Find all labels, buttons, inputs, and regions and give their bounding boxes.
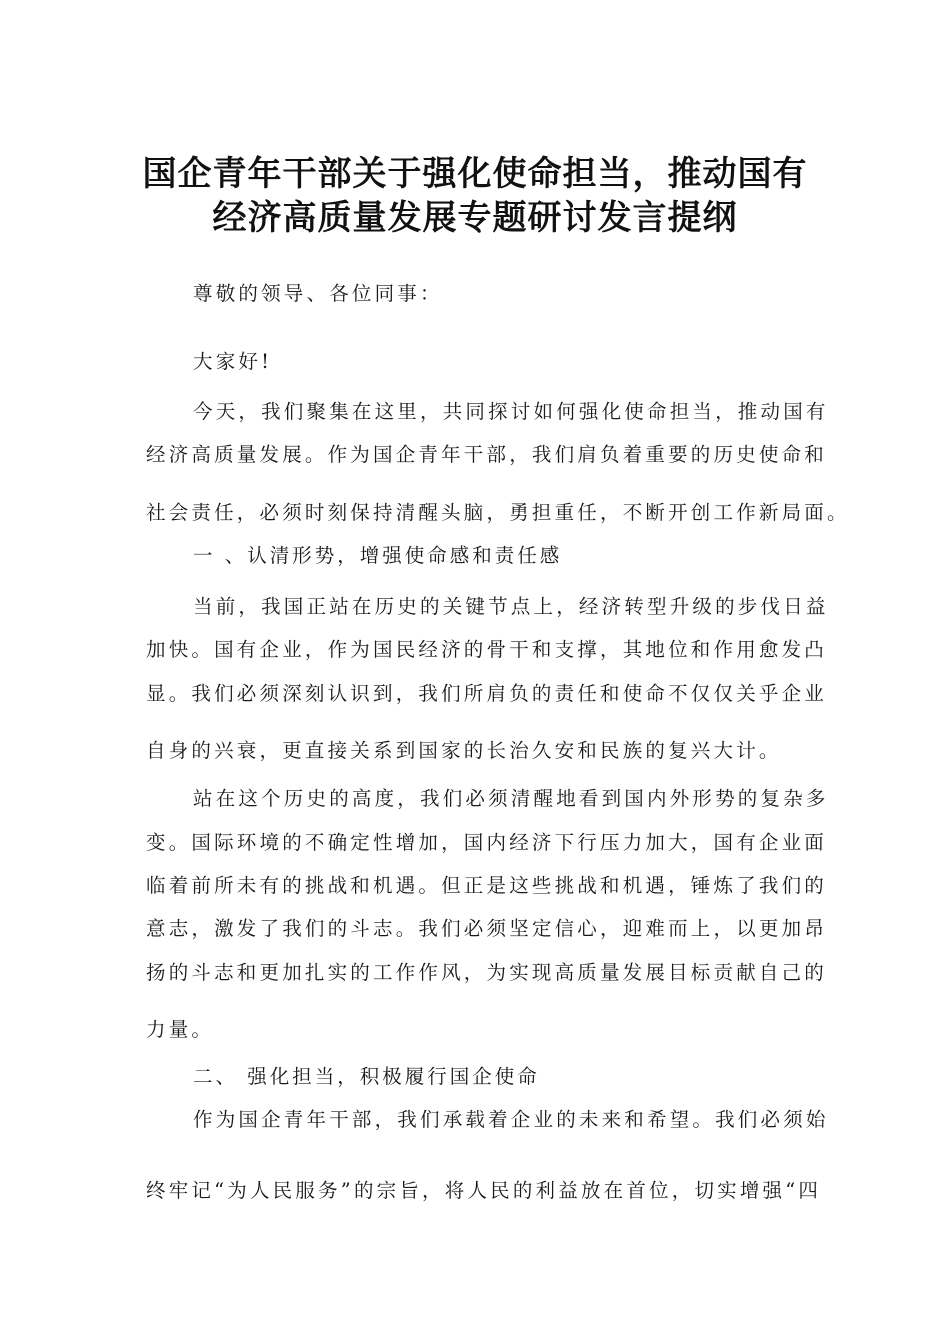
section-2-para-1-line-2: 终牢记“为人民服务”的宗旨，将人民的利益放在首位，切实增强“四 bbox=[146, 1179, 822, 1202]
document-title-line-2: 经济高质量发展专题研讨发言提纲 bbox=[212, 198, 738, 238]
document-title-line-1: 国企青年干部关于强化使命担当，推动国有 bbox=[142, 154, 808, 194]
section-1-para-1-line-4: 自身的兴衰，更直接关系到国家的长治久安和民族的复兴大计。 bbox=[146, 739, 782, 762]
section-1-heading: 一 、认清形势，增强使命感和责任感 bbox=[193, 544, 563, 567]
intro-line-2: 经济高质量发展。作为国企青年干部，我们肩负着重要的历史使命和 bbox=[146, 443, 828, 466]
greeting: 大家好! bbox=[193, 350, 273, 373]
section-1-para-2-line-5: 扬的斗志和更加扎实的工作作风，为实现高质量发展目标贡献自己的 bbox=[146, 961, 828, 984]
section-2-heading: 二、 强化担当，积极履行国企使命 bbox=[193, 1065, 540, 1088]
intro-line-3: 社会责任，必须时刻保持清醒头脑，勇担重任，不断开创工作新局面。 bbox=[146, 501, 850, 524]
section-2-para-1-line-1: 作为国企青年干部，我们承载着企业的未来和希望。我们必须始 bbox=[193, 1108, 829, 1131]
section-1-para-2-line-3: 临着前所未有的挑战和机遇。但正是这些挑战和机遇，锤炼了我们的 bbox=[146, 874, 828, 897]
salutation: 尊敬的领导、各位同事： bbox=[193, 282, 443, 305]
section-1-para-2-line-6: 力量。 bbox=[146, 1018, 215, 1041]
section-1-para-2-line-2: 变。国际环境的不确定性增加，国内经济下行压力加大，国有企业面 bbox=[146, 831, 828, 854]
section-1-para-1-line-2: 加快。国有企业，作为国民经济的骨干和支撑，其地位和作用愈发凸 bbox=[146, 638, 828, 661]
section-1-para-1-line-1: 当前，我国正站在历史的关键节点上，经济转型升级的步伐日益 bbox=[193, 595, 829, 618]
section-1-para-1-line-3: 显。我们必须深刻认识到，我们所肩负的责任和使命不仅仅关乎企业 bbox=[146, 682, 828, 705]
intro-line-1: 今天，我们聚集在这里，共同探讨如何强化使命担当，推动国有 bbox=[193, 400, 829, 423]
section-1-para-2-line-4: 意志，激发了我们的斗志。我们必须坚定信心，迎难而上，以更加昂 bbox=[146, 917, 828, 940]
section-1-para-2-line-1: 站在这个历史的高度，我们必须清醒地看到国内外形势的复杂多 bbox=[193, 787, 829, 810]
